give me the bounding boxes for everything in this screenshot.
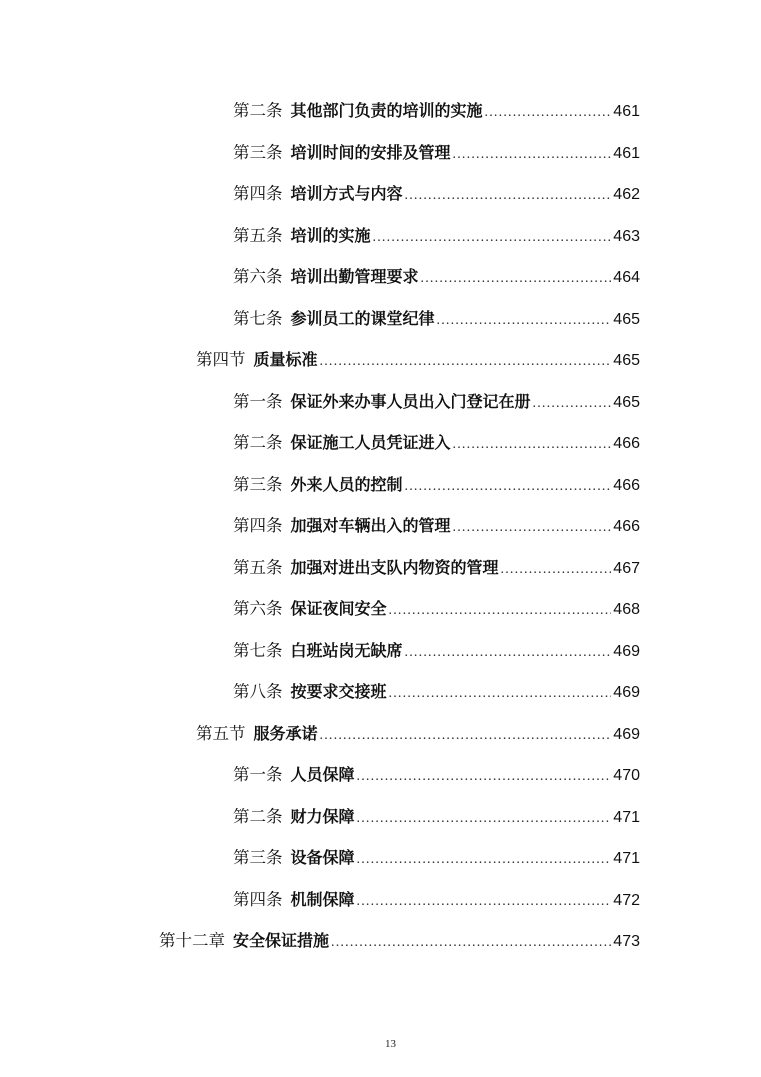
toc-entry-title: 培训出勤管理要求 [290, 267, 419, 287]
toc-entry-page: 465 [613, 310, 640, 328]
toc-entry-line [233, 684, 640, 701]
toc-entry-article[interactable] [0, 91, 761, 133]
toc-entry-page: 469 [613, 725, 640, 743]
toc-entry-title: 参训员工的课堂纪律 [290, 308, 435, 328]
toc-entry-line [233, 557, 640, 577]
toc-dot-leader [357, 770, 612, 784]
toc-entry-article[interactable] [0, 257, 761, 299]
toc-dot-leader [357, 853, 612, 867]
toc-entry-number: 第六条 [233, 599, 283, 619]
toc-entry-title: 培训方式与内容 [290, 184, 403, 204]
toc-entry-number: 第八条 [233, 682, 283, 702]
toc-entry-article[interactable] [0, 465, 761, 507]
toc-entry-article[interactable] [0, 216, 761, 258]
toc-entry-number: 第二条 [233, 101, 283, 121]
toc-entry-title: 加强对车辆出入的管理 [290, 516, 451, 536]
toc-entry-line [233, 225, 640, 245]
toc-entry-number: 第十二章 [159, 931, 225, 951]
toc-entry-article[interactable] [0, 174, 761, 216]
toc-entry-title: 加强对进出支队内物资的管理 [290, 557, 499, 577]
toc-entry-line [233, 142, 640, 162]
toc-entry-chapter[interactable] [0, 921, 761, 963]
toc-dot-leader [320, 355, 612, 369]
toc-dot-leader [485, 106, 612, 120]
toc-dot-leader [437, 314, 612, 328]
toc-entry-section[interactable] [0, 340, 761, 382]
toc-entry-line [196, 723, 640, 743]
toc-entry-line [233, 889, 640, 909]
toc-entry-number: 第四条 [233, 889, 283, 909]
toc-entry-line [233, 601, 640, 618]
toc-dot-leader [421, 272, 612, 286]
toc-entry-page: 467 [613, 559, 640, 577]
toc-entry-page: 465 [613, 393, 640, 411]
toc-entry-page: 461 [613, 144, 640, 162]
toc-entry-number: 第五节 [196, 723, 246, 743]
toc-entry-page: 463 [613, 227, 640, 245]
table-of-contents [0, 91, 761, 963]
page-number: 13 [385, 1038, 396, 1050]
toc-entry-page: 466 [613, 435, 640, 453]
toc-entry-line [233, 767, 640, 784]
toc-entry-line [233, 850, 640, 867]
toc-dot-leader [357, 895, 612, 909]
toc-entry-title: 外来人员的控制 [290, 474, 403, 494]
toc-entry-title: 保证夜间安全 [290, 599, 387, 619]
toc-entry-title: 保证外来办事人员出入门登记在册 [290, 391, 531, 411]
toc-entry-article[interactable] [0, 133, 761, 175]
toc-entry-title: 按要求交接班 [290, 682, 387, 702]
toc-entry-line [233, 806, 640, 826]
toc-entry-line [233, 391, 640, 411]
toc-dot-leader [357, 812, 612, 826]
toc-entry-page: 466 [613, 476, 640, 494]
toc-dot-leader [331, 936, 611, 950]
toc-dot-leader [405, 480, 612, 494]
toc-entry-title: 白班站岗无缺席 [290, 640, 403, 660]
toc-entry-page: 472 [613, 891, 640, 909]
toc-entry-article[interactable] [0, 755, 761, 797]
toc-dot-leader [453, 148, 612, 162]
toc-entry-title: 机制保障 [290, 889, 355, 909]
toc-entry-page: 465 [613, 352, 640, 370]
toc-entry-article[interactable] [0, 838, 761, 880]
toc-dot-leader [533, 397, 612, 411]
toc-entry-article[interactable] [0, 672, 761, 714]
toc-dot-leader [501, 563, 612, 577]
toc-entry-page: 461 [613, 103, 640, 121]
toc-entry-line [159, 933, 640, 950]
toc-entry-number: 第三条 [233, 142, 283, 162]
toc-entry-title: 培训时间的安排及管理 [290, 142, 451, 162]
toc-dot-leader [405, 646, 612, 660]
toc-entry-page: 464 [613, 269, 640, 287]
toc-dot-leader [373, 231, 612, 245]
toc-dot-leader [389, 687, 612, 701]
toc-entry-number: 第四节 [196, 350, 246, 370]
toc-dot-leader [453, 438, 612, 452]
toc-entry-title: 设备保障 [290, 848, 355, 868]
toc-entry-number: 第三条 [233, 848, 283, 868]
toc-entry-article[interactable] [0, 382, 761, 424]
toc-entry-page: 471 [613, 808, 640, 826]
toc-entry-page: 473 [613, 933, 640, 951]
toc-entry-page: 471 [613, 850, 640, 868]
toc-entry-title: 其他部门负责的培训的实施 [290, 101, 483, 121]
toc-entry-page: 469 [613, 642, 640, 660]
toc-entry-article[interactable] [0, 880, 761, 922]
toc-entry-number: 第三条 [233, 474, 283, 494]
toc-entry-number: 第二条 [233, 433, 283, 453]
toc-entry-section[interactable] [0, 714, 761, 756]
toc-entry-article[interactable] [0, 589, 761, 631]
toc-entry-article[interactable] [0, 423, 761, 465]
toc-entry-page: 469 [613, 684, 640, 702]
toc-entry-page: 466 [613, 518, 640, 536]
toc-entry-title: 安全保证措施 [233, 931, 330, 951]
toc-entry-line [196, 352, 640, 369]
toc-entry-title: 人员保障 [290, 765, 355, 785]
toc-entry-number: 第一条 [233, 765, 283, 785]
toc-entry-title: 服务承诺 [253, 723, 318, 743]
toc-dot-leader [405, 189, 612, 203]
toc-entry-title: 财力保障 [290, 806, 355, 826]
toc-entry-number: 第七条 [233, 640, 283, 660]
toc-entry-line [233, 103, 640, 120]
toc-entry-article[interactable] [0, 631, 761, 673]
toc-entry-article[interactable] [0, 299, 761, 341]
toc-entry-number: 第七条 [233, 308, 283, 328]
toc-entry-number: 第四条 [233, 516, 283, 536]
toc-entry-number: 第六条 [233, 267, 283, 287]
toc-entry-line [233, 518, 640, 535]
toc-entry-line [233, 474, 640, 494]
toc-entry-number: 第四条 [233, 184, 283, 204]
toc-entry-article[interactable] [0, 797, 761, 839]
toc-entry-line [233, 269, 640, 286]
toc-entry-line [233, 308, 640, 328]
toc-entry-page: 470 [613, 767, 640, 785]
toc-entry-title: 培训的实施 [290, 225, 371, 245]
toc-entry-line [233, 435, 640, 452]
toc-dot-leader [320, 729, 612, 743]
toc-entry-page: 468 [613, 601, 640, 619]
toc-entry-page: 462 [613, 186, 640, 204]
toc-entry-number: 第五条 [233, 225, 283, 245]
toc-entry-line [233, 640, 640, 660]
toc-dot-leader [389, 604, 612, 618]
toc-dot-leader [453, 521, 612, 535]
toc-entry-number: 第一条 [233, 391, 283, 411]
toc-entry-number: 第二条 [233, 806, 283, 826]
toc-entry-line [233, 186, 640, 203]
toc-entry-article[interactable] [0, 506, 761, 548]
toc-entry-article[interactable] [0, 548, 761, 590]
toc-entry-title: 质量标准 [253, 350, 318, 370]
toc-entry-number: 第五条 [233, 557, 283, 577]
toc-entry-title: 保证施工人员凭证进入 [290, 433, 451, 453]
